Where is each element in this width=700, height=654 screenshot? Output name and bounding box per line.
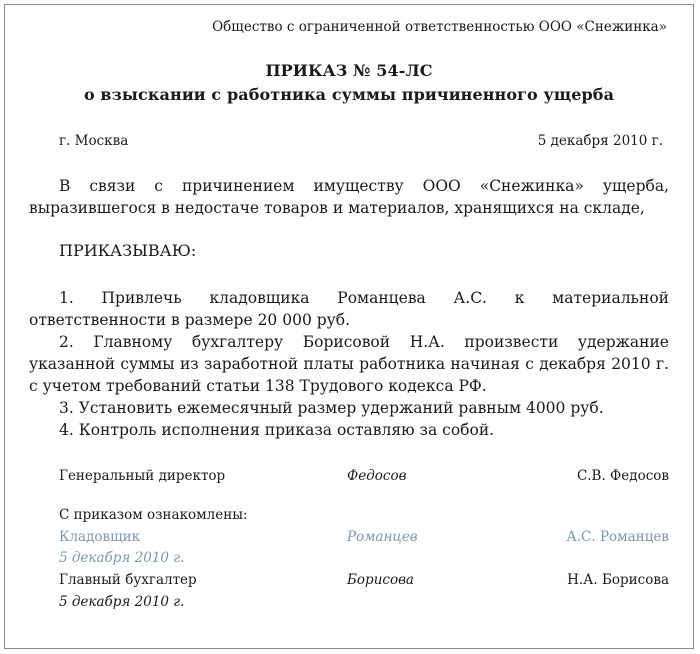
document-page [4,4,694,649]
accountant-position: Главный бухгалтер [59,572,197,588]
order-item: 3. Установить ежемесячный размер удержаний равным 4000 руб. [59,399,604,417]
intro-paragraph: В связи с причинением имуществу ООО «Снежинка» ущерба, выразившегося в недостаче товаров и материалов, хранящихся на складе, [29,177,669,217]
organization-name: Общество с ограниченной ответственностью ООО «Снежинка» [212,19,667,35]
director-signature: Федосов [347,468,407,484]
accountant-name: Н.А. Борисова [567,572,669,588]
director-name: С.В. Федосов [576,468,669,484]
storekeeper-signature: Романцев [347,529,418,545]
storekeeper-name: А.С. Романцев [566,529,669,545]
order-title: ПРИКАЗ № 54-ЛС [265,61,433,80]
order-date: 5 декабря 2010 г. [537,133,663,149]
order-item: 1. Привлечь кладовщика Романцева А.С. к материальной ответственности в размере 20 000 руб. [29,289,669,329]
acquainted-label: С приказом ознакомлены: [59,507,248,523]
order-item: 2. Главному бухгалтеру Борисовой Н.А. произвести удержание указанной суммы из заработной платы работника начиная с декабря 2010 г. с учетом требований статьи 138 Трудового кодекса РФ. [29,333,669,395]
order-item: 4. Контроль исполнения приказа оставляю за собой. [59,421,495,439]
accountant-signature: Борисова [347,572,414,588]
order-subtitle: о взыскании с работника суммы причиненного ущерба [83,85,615,104]
storekeeper-date: 5 декабря 2010 г. [59,550,185,566]
order-word: ПРИКАЗЫВАЮ: [59,241,197,260]
director-position: Генеральный директор [59,468,226,484]
storekeeper-position: Кладовщик [59,529,141,545]
accountant-date: 5 декабря 2010 г. [59,594,185,610]
order-items [29,287,669,441]
order-place: г. Москва [59,133,129,149]
